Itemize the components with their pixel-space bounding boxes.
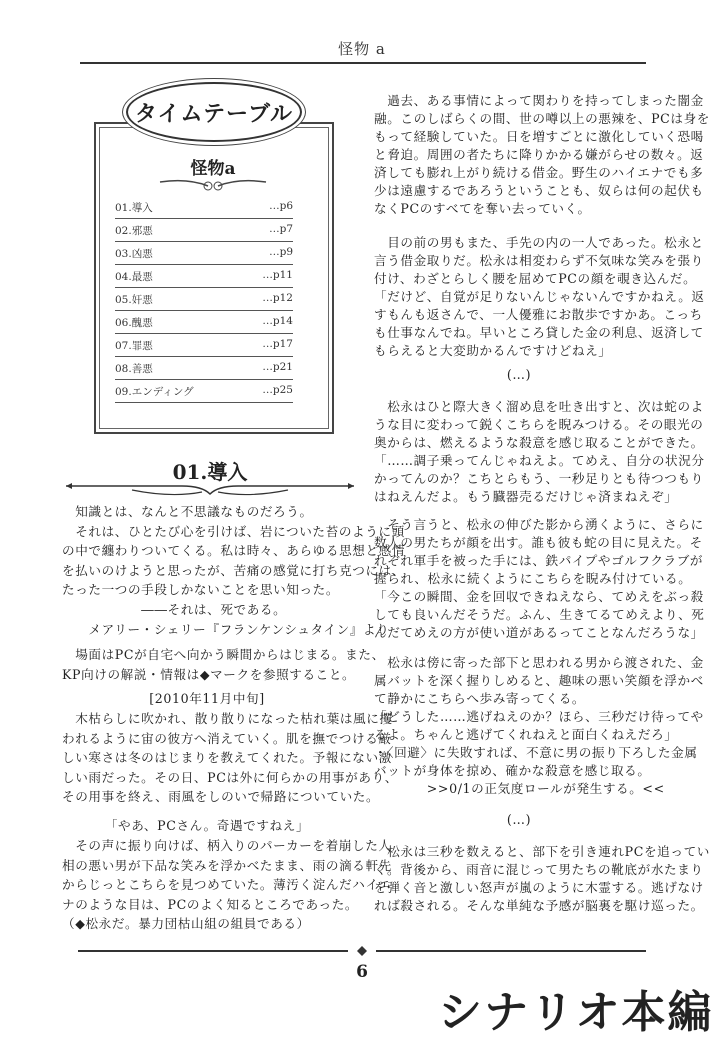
paragraph-line: ――それは、死である。 [62,602,287,617]
paragraph-line: 済しても膨れ上がり続ける借金。野生のハイエナでも多 [374,165,704,180]
toc-item[interactable] [115,200,293,219]
toc-item-page: …p21 [262,361,293,373]
paragraph-line: たった一つの手段しかないことを思い知った。 [62,582,340,598]
paragraph-line: (…) [506,812,532,827]
paragraph-line: もらえると大変助かるんですけどねえ」 [374,343,612,358]
paragraph-line: KP向けの解説・情報は◆マークを参照すること。 [62,666,356,682]
paragraph-line: しても良いんだそうだ。ふん、生きてるてめえより、死 [374,607,705,622]
toc-item-page: …p14 [262,315,293,327]
paragraph-line: れば殺される。そんな単純な予感が脳裏を駆け巡った。 [374,898,704,913]
paragraph-line: 「今この瞬間、金を回収できねえなら、てめえをぶっ殺 [374,589,704,604]
paragraph-line: そう言うと、松永の伸びた影から湧くように、さらに [374,517,704,532]
toc-item-label: 07.罪悪 [115,340,153,352]
timetable-box [88,82,338,434]
toc-item-page: …p17 [262,338,293,350]
paragraph-line: 付け、わざとらしく腰を屈めてPCの顔を覗き込んだ。 [374,271,697,286]
footer-ornament-icon [78,945,646,957]
paragraph-line: しい雨だった。その日、PCは外に何らかの用事があり、 [62,769,398,785]
paragraph-line: と脅迫。周囲の者たちに降りかかる嫌がらせの数々。返 [374,147,704,162]
paragraph-line: 奥からは、燃えるような殺意を感じ取ることができた。 [374,435,704,450]
paragraph-line: の中で纏わりついてくる。私は時々、あらゆる思想と感情 [62,543,406,559]
paragraph-line: るよ。ちゃんと逃げてくれねえと面白くねえだろ」 [374,727,678,742]
paragraph-line: もって経験していた。日を増すごとに激化していく恐喝 [374,129,704,144]
paragraph-line: かってんのか？こちとらもう、一秒足りとも待つつもり [374,471,704,486]
paragraph-line: 「……調子乗ってんじゃねえよ。てめえ、自分の状況分 [374,453,705,468]
toc-item-label: 06.醜悪 [115,317,153,329]
paragraph-line: われるように宙の彼方へ消えていく。肌を撫でつける厳 [62,730,392,746]
toc-item[interactable] [115,269,293,288]
paragraph-line: 数人の男たちが顔を出す。誰も彼も蛇の目に見えた。そ [374,535,703,550]
toc-item-label: 03.凶悪 [115,248,153,260]
paragraph-line: を弾く音と激しい怒声が嵐のように木霊する。逃げなけ [374,880,704,895]
paragraph-line: バットが身体を掠め、確かな殺意を感じ取る。 [374,763,651,778]
toc-item-page: …p9 [269,246,293,258]
paragraph-line: 言う借金取りだ。松永は相変わらず不気味な笑みを張り [374,253,704,268]
toc-item-label: 08.善悪 [115,363,153,375]
paragraph-line: (…) [506,367,532,382]
toc-item[interactable] [115,223,293,242]
toc-item[interactable] [115,338,293,357]
toc-item-label: 01.導入 [115,202,153,214]
section-heading: 01.導入 [172,460,248,484]
paragraph-line: [2010年11月中旬] [149,691,265,706]
header-rule [80,62,646,64]
timetable-subtitle: 怪物a [190,159,236,179]
paragraph-line: て静かにこちらへ歩み寄ってくる。 [374,691,586,706]
paragraph-line: それは、ひとたび心を引けば、岩についた苔のように頭 [62,523,405,539]
paragraph-line: 握られ、松永に続くようにこちらを睨み付けている。 [374,571,692,586]
paragraph-line: 「どうした……逃げねえのか？ほら、三秒だけ待ってや [374,709,704,724]
paragraph-line: く。背後から、雨音に混じって男たちの靴底が水たまり [374,862,704,877]
paragraph-line: 過去、ある事情によって関わりを持ってしまった闇金 [374,93,704,108]
paragraph-line: はねえんだよ。もう臓器売るだけじゃ済まねえぞ」 [374,489,678,504]
paragraph-line: れぞれ軍手を被った手には、鉄パイプやゴルフクラブが [374,553,704,568]
toc-item-page: …p11 [262,269,293,281]
toc-item-page: …p7 [269,223,293,235]
toc-item[interactable] [115,384,293,403]
paragraph-line: その用事を終え、雨風をしのいで帰路についていた。 [62,789,380,805]
paragraph-line: すもんも返さんで、一人優雅にお散歩ですかあ。こっち [374,307,703,322]
paragraph-line: 「やあ、PCさん。奇遇ですねえ」 [104,818,310,833]
paragraph-line: 少は遠慮するであろうということも、奴らは何の起伏も [374,183,704,198]
paragraph-line: >>0/1の正気度ロールが発生する。<< [374,781,665,796]
paragraph-line: ナのような目は、PCのよく知るところであった。 [62,896,359,912]
paragraph-line: その声に振り向けば、柄入りのパーカーを着崩した人 [62,838,392,853]
paragraph-line: 「だけど、自覚が足りないんじゃないんですかねえ。返 [374,289,705,304]
paragraph-line: ・〈回避〉に失敗すれば、不意に男の振り下ろした金属 [374,745,698,760]
paragraph-line: 目の前の男もまた、手先の内の一人であった。松永と [374,235,704,250]
toc-item-label: 09.エンディング [115,386,194,398]
paragraph-line: （◆松永だ。暴力団枯山組の組員である） [62,916,310,932]
paragraph-line: 属バットを深く握りしめると、趣味の悪い笑顔を浮かべ [374,673,704,688]
paragraph-line: メアリー・シェリー『フランケンシュタイン』より [62,621,390,637]
paragraph-line: しい寒さは冬のはじまりを教えてくれた。予報にない激 [62,750,392,766]
toc-item-label: 05.奸悪 [115,294,153,306]
section-divider-ornament-icon [62,478,358,500]
paragraph-line: 知識とは、なんと不思議なものだろう。 [62,504,313,519]
paragraph-line: なくPCのすべてを奪い去っていく。 [374,201,591,216]
toc-item[interactable] [115,361,293,380]
paragraph-line: 木枯らしに吹かれ、散り散りになった枯れ葉は風に攫 [62,711,393,726]
toc-item-label: 04.最悪 [115,271,153,283]
paragraph-line: 松永は三秒を数えると、部下を引き連れPCを追ってい [374,844,710,859]
toc-item-page: …p6 [269,200,293,212]
paragraph-line: 融。このしばらくの間、世の噂以上の悪辣を、PCは身を [374,111,710,126]
running-header-title: 怪物 a [338,40,386,58]
paragraph-line: を払いのけようと思ったが、苦痛の感覚に打ち克つには、 [62,562,406,578]
paragraph-line: んだてめえの方が使い道があるってことなんだろうな」 [374,625,704,640]
toc-item-page: …p25 [262,384,293,396]
paragraph-line: うな目に変わって鋭くこちらを睨みつける。その眼光の [374,417,704,432]
paragraph-line: からじっとこちらを見つめていた。薄汚く淀んだハイエ [62,877,392,893]
timetable-title: タイムテーブル [126,82,302,142]
toc-item[interactable] [115,246,293,265]
flourish-ornament-icon [158,176,268,192]
toc-item-label: 02.邪悪 [115,225,153,237]
paragraph-line: 松永はひと際大きく溜め息を吐き出すと、次は蛇のよ [374,399,704,414]
page-number: 6 [356,962,368,982]
paragraph-line: 松永は傍に寄った部下と思われる男から渡された、金 [374,655,704,670]
paragraph-line: も仕事なんでね。早いところ貸した金の利息、返済して [374,325,704,340]
toc-item[interactable] [115,315,293,334]
paragraph-line: 相の悪い男が下品な笑みを浮かべたまま、雨の滴る軒先 [62,857,392,873]
toc-item[interactable] [115,292,293,311]
chapter-label: シナリオ本編 [438,987,714,1038]
paragraph-line: 場面はPCが自宅へ向かう瞬間からはじまる。また、 [62,647,385,662]
toc-item-page: …p12 [262,292,293,304]
